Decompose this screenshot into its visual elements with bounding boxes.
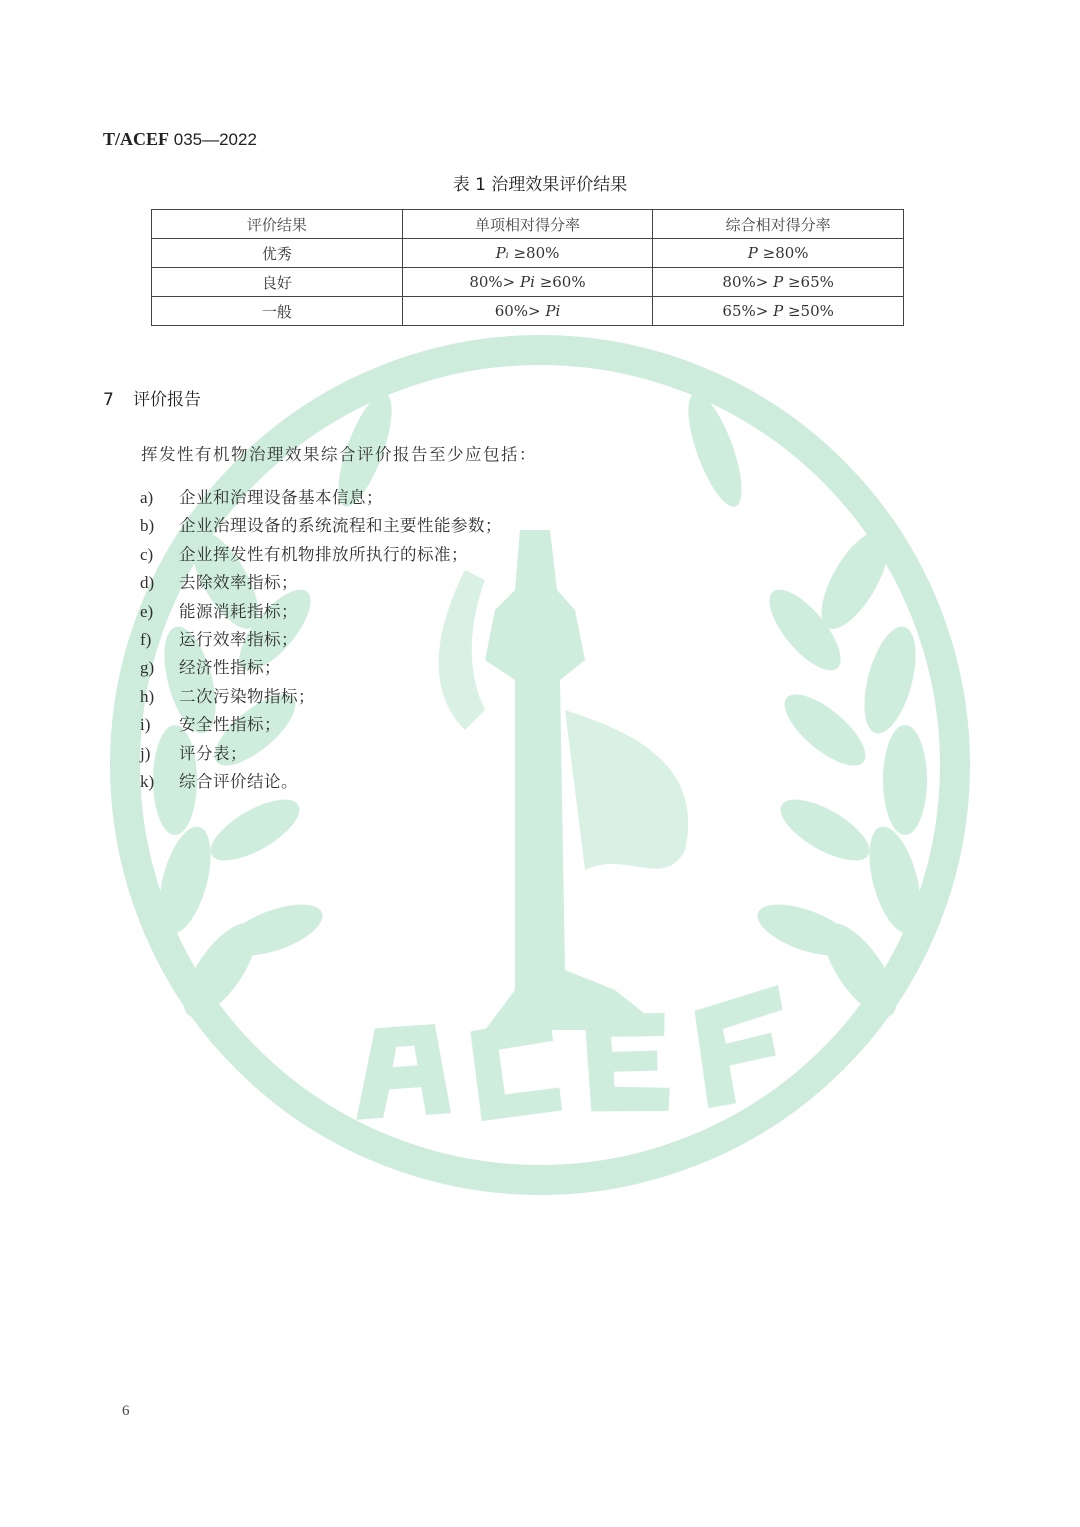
column-header: 综合相对得分率 — [653, 210, 904, 239]
list-item — [140, 711, 502, 739]
list-marker: e) — [140, 601, 154, 621]
list-item — [140, 541, 502, 569]
table-caption: 表 1 治理效果评价结果 — [452, 175, 628, 195]
list-item — [140, 768, 502, 796]
list-text: 企业治理设备的系统流程和主要性能参数； — [179, 516, 502, 536]
page-number: 6 — [122, 1403, 130, 1419]
cell-variable: P — [773, 302, 784, 320]
cell-suffix: ≥80% — [757, 244, 809, 262]
column-header: 评价结果 — [152, 210, 403, 239]
cell-suffix: ≥80% — [508, 244, 560, 262]
list-text: 安全性指标； — [179, 715, 281, 735]
standard-prefix: T/ACEF — [103, 129, 170, 149]
list-marker: j) — [140, 743, 151, 763]
list-item — [140, 626, 502, 654]
list-text: 综合评价结论。 — [179, 771, 298, 791]
list-text: 二次污染物指标； — [179, 686, 315, 706]
cell-prefix: 80%> — [469, 273, 521, 291]
cell-suffix: ≥50% — [783, 302, 834, 320]
list-text: 评分表； — [179, 743, 247, 763]
section-intro: 挥发性有机物治理效果综合评价报告至少应包括： — [141, 445, 537, 464]
list-item — [140, 740, 502, 768]
section-number: 7 — [103, 390, 114, 410]
list-marker: g) — [140, 658, 155, 678]
list-text: 企业和治理设备基本信息； — [179, 488, 383, 507]
list-text: 运行效率指标； — [179, 629, 298, 649]
section-heading — [103, 385, 201, 410]
column-header: 单项相对得分率 — [402, 210, 653, 239]
evaluation-result-table — [151, 209, 904, 326]
grade-cell: 优秀 — [152, 239, 403, 268]
overall-score-cell — [653, 297, 904, 326]
grade-cell: 一般 — [152, 297, 403, 326]
list-item — [140, 512, 502, 540]
cell-suffix: ≥60% — [534, 273, 586, 291]
cell-variable: P — [773, 273, 784, 291]
single-score-cell — [402, 239, 653, 268]
list-marker: c) — [140, 544, 154, 564]
list-marker: i) — [140, 715, 151, 735]
list-item — [140, 569, 502, 597]
cell-prefix: 65%> — [722, 302, 774, 320]
list-item — [140, 484, 502, 512]
document-code — [103, 129, 257, 150]
list-text: 经济性指标； — [179, 658, 281, 678]
list-item — [140, 598, 502, 626]
report-contents-list — [140, 484, 502, 796]
overall-score-cell — [653, 268, 904, 297]
list-marker: a) — [140, 488, 154, 507]
grade-cell: 良好 — [152, 268, 403, 297]
cell-variable: Pi — [520, 273, 535, 291]
table-row — [152, 239, 904, 268]
standard-number: 035—2022 — [169, 130, 257, 149]
single-score-cell — [402, 268, 653, 297]
cell-suffix: ≥65% — [783, 273, 834, 291]
list-text: 企业挥发性有机物排放所执行的标准； — [179, 544, 468, 564]
cell-variable: Pi — [545, 302, 561, 320]
list-marker: h) — [140, 686, 155, 706]
overall-score-cell — [653, 239, 904, 268]
list-item — [140, 654, 502, 682]
table-row — [152, 297, 904, 326]
table-header-row — [152, 210, 904, 239]
list-item — [140, 683, 502, 711]
list-marker: d) — [140, 573, 155, 593]
list-text: 能源消耗指标； — [179, 601, 298, 621]
table-row — [152, 268, 904, 297]
list-marker: k) — [140, 771, 155, 791]
list-text: 去除效率指标； — [179, 573, 298, 593]
single-score-cell — [402, 297, 653, 326]
cell-prefix: 60%> — [494, 302, 546, 320]
list-marker: b) — [140, 516, 155, 536]
cell-variable: P — [747, 244, 758, 262]
cell-variable: Pᵢ — [495, 244, 509, 262]
section-title: 评价报告 — [133, 390, 201, 410]
cell-prefix: 80%> — [722, 273, 774, 291]
list-marker: f) — [140, 629, 152, 649]
